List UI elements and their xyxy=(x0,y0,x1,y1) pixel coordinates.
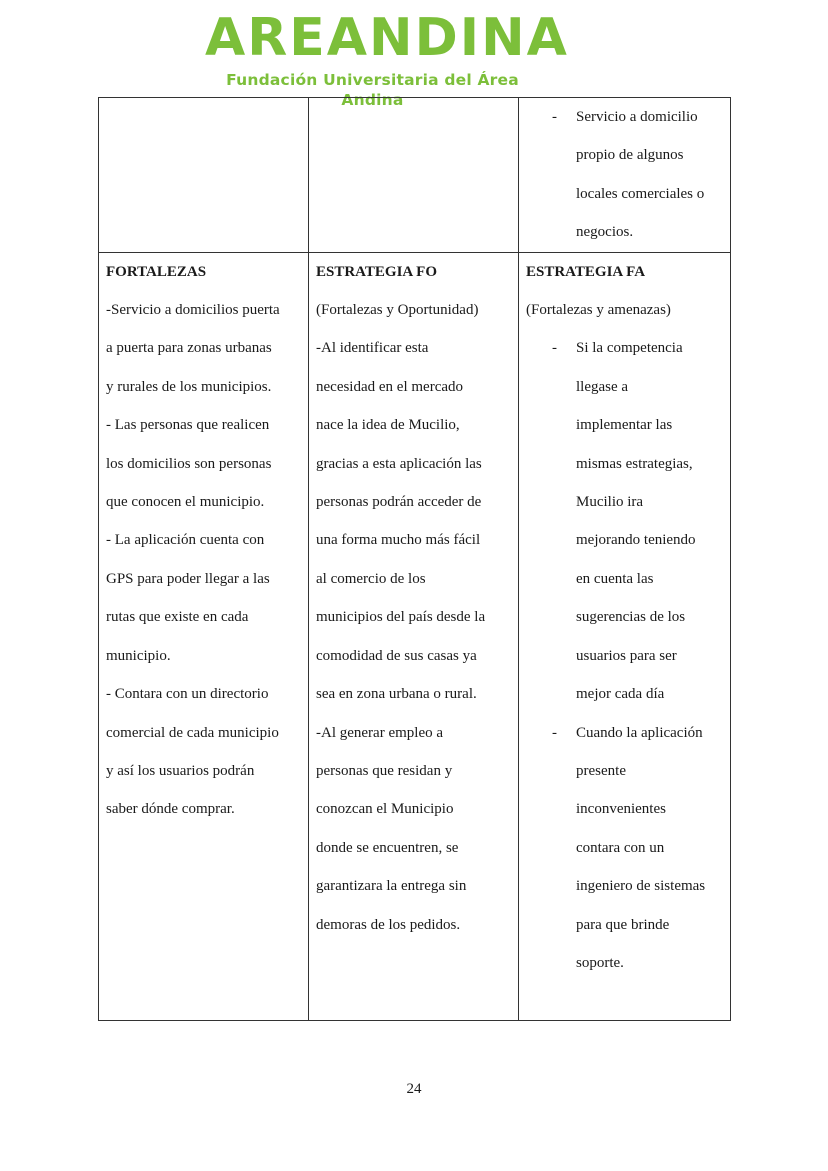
logo-subtitle: Fundación Universitaria del Área Andina xyxy=(226,71,519,109)
fortalezas-text-line: - Las personas que realicen xyxy=(106,417,270,434)
bullet-text-line: inconvenientes xyxy=(576,801,666,818)
fortalezas-text-line: - La aplicación cuenta con xyxy=(106,532,265,549)
fortalezas-text-line: los domicilios son personas xyxy=(106,455,272,472)
bullet-text-line: ingeniero de sistemas xyxy=(576,878,706,895)
bullet-text-line: mismas estrategias, xyxy=(576,455,693,472)
page-number: 24 xyxy=(406,1081,422,1097)
estrategia-fo-text-line: necesidad en el mercado xyxy=(316,378,464,395)
estrategia-fo-text-line: al comercio de los xyxy=(316,570,426,587)
estrategia-fa-intro: (Fortalezas y amenazas) xyxy=(526,302,671,319)
estrategia-fo-text-line: personas podrán acceder de xyxy=(316,494,482,511)
bullet-text-line: Mucilio ira xyxy=(576,494,644,511)
fortalezas-text-line: a puerta para zonas urbanas xyxy=(106,340,272,357)
estrategia-fo-text-line: garantizara la entrega sin xyxy=(316,878,467,895)
fortalezas-text-line: saber dónde comprar. xyxy=(106,801,235,818)
fortalezas-cell xyxy=(99,252,309,1020)
bullet-text-line: propio de algunos xyxy=(576,147,684,164)
estrategia-fa-heading: ESTRATEGIA FA xyxy=(526,263,646,280)
estrategia-fa-cell xyxy=(519,252,731,1020)
table-cell-empty xyxy=(99,98,309,253)
bullet-item xyxy=(526,329,724,713)
table-row-strategies xyxy=(99,252,731,1020)
bullet-item xyxy=(526,714,724,983)
bullet-text-line: negocios. xyxy=(576,224,634,241)
estrategia-fo-text-line: -Al identificar esta xyxy=(316,340,429,357)
fortalezas-text-line: y así los usuarios podrán xyxy=(106,762,255,779)
estrategia-fo-text-line: nace la idea de Mucilio, xyxy=(316,417,460,434)
fortalezas-text-line: comercial de cada municipio xyxy=(106,724,279,741)
fortalezas-text-line: rutas que existe en cada xyxy=(106,609,249,626)
areandina-logo xyxy=(205,8,569,109)
estrategia-fo-text-line: conozcan el Municipio xyxy=(316,801,454,818)
bullet-text-line: usuarios para ser xyxy=(576,647,677,664)
table-cell-continued-bullet xyxy=(519,98,731,253)
fortalezas-text-line: GPS para poder llegar a las xyxy=(106,570,270,587)
fortalezas-text-line: municipio. xyxy=(106,647,171,664)
logo-wordmark: AREANDINA xyxy=(205,8,569,68)
bullet-dash: - xyxy=(552,724,557,741)
bullet-text-line: Si la competencia xyxy=(576,340,683,357)
estrategia-fo-text-line: demoras de los pedidos. xyxy=(316,916,461,933)
bullet-text-line: llegase a xyxy=(576,378,629,395)
bullet-text-line: en cuenta las xyxy=(576,570,654,587)
bullet-text-line: implementar las xyxy=(576,417,673,434)
fortalezas-text-line: que conocen el municipio. xyxy=(106,494,265,511)
bullet-text-line: para que brinde xyxy=(576,916,670,933)
estrategia-fo-text-line: personas que residan y xyxy=(316,762,453,779)
estrategia-fo-text-line: -Al generar empleo a xyxy=(316,724,444,741)
estrategia-fo-text-line: (Fortalezas y Oportunidad) xyxy=(316,302,479,319)
bullet-text-line: mejor cada día xyxy=(576,686,665,703)
estrategia-fo-heading: ESTRATEGIA FO xyxy=(316,263,438,280)
estrategia-fo-text-line: sea en zona urbana o rural. xyxy=(316,686,477,703)
fortalezas-text-line: y rurales de los municipios. xyxy=(106,378,272,395)
bullet-text-line: sugerencias de los xyxy=(576,609,686,626)
table-row-continuation xyxy=(99,98,731,253)
table-cell-empty xyxy=(309,98,519,253)
estrategia-fo-text-line: donde se encuentren, se xyxy=(316,839,459,856)
estrategia-fo-cell xyxy=(309,252,519,1020)
bullet-text-line: mejorando teniendo xyxy=(576,532,696,549)
bullet-text-line: Cuando la aplicación xyxy=(576,724,703,741)
fortalezas-heading: FORTALEZAS xyxy=(106,263,207,280)
swot-strategy-table xyxy=(98,97,731,1021)
estrategia-fo-text-line: gracias a esta aplicación las xyxy=(316,455,482,472)
estrategia-fo-text-line: municipios del país desde la xyxy=(316,609,486,626)
bullet-text-line: soporte. xyxy=(576,954,624,971)
fortalezas-text-line: -Servicio a domicilios puerta xyxy=(106,302,280,319)
fortalezas-text-line: - Contara con un directorio xyxy=(106,686,269,703)
bullet-dash: - xyxy=(552,109,557,125)
bullet-item xyxy=(526,98,724,252)
bullet-text-line: contara con un xyxy=(576,839,665,856)
estrategia-fo-text-line: comodidad de sus casas ya xyxy=(316,647,477,664)
estrategia-fo-text-line: una forma mucho más fácil xyxy=(316,532,481,549)
bullet-text-line: Servicio a domicilio xyxy=(576,109,698,125)
bullet-dash: - xyxy=(552,340,557,357)
bullet-text-line: locales comerciales o xyxy=(576,185,705,202)
bullet-text-line: presente xyxy=(576,762,626,779)
